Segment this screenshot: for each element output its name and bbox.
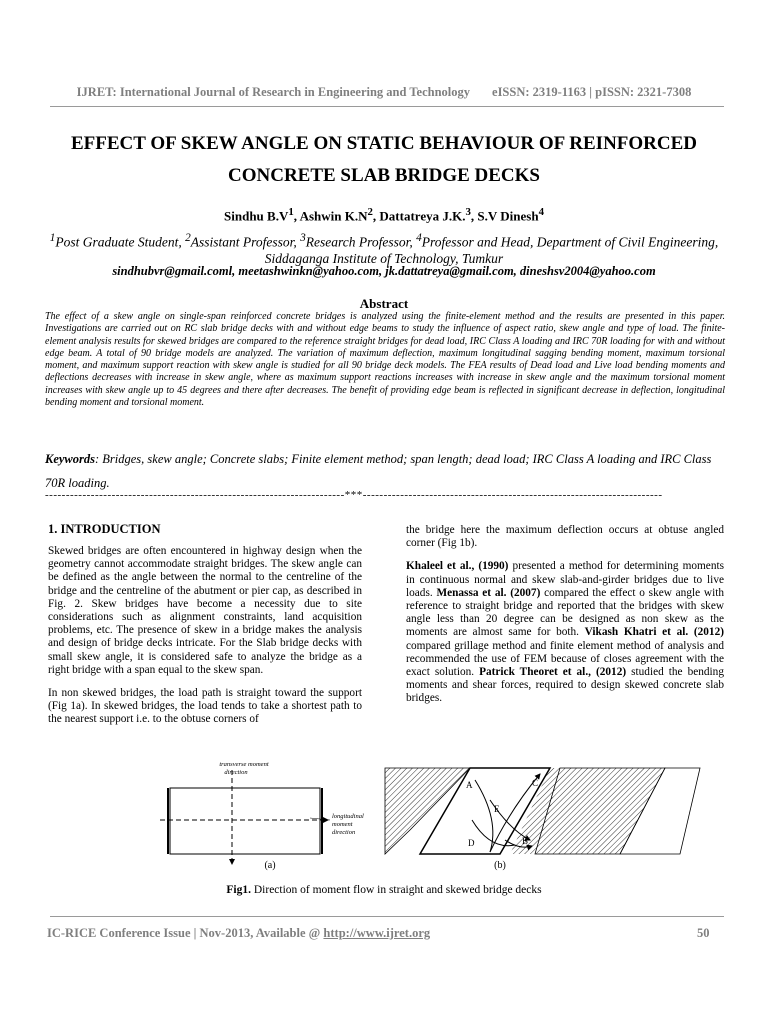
right-column: [406, 524, 724, 716]
header-rule: [50, 106, 724, 107]
paragraph: Skewed bridges are often encountered in highway design when the geometry cannot accommodate straight bridges. The skew angle can be defined as the angle between the normal to the centreline of the bridge and the centreline of the abutment or pier cap, as described in Fig. 2. Skew bridges have become a necessity due to site considerations such as alignment constraints, land acquisition problems, etc. The presence of skew in a bridge makes the analysis and design of bridge decks intricate. For the Slab bridge decks with small skew angle, it is considered safe to analyze the bridge as a right bridge with a span equal to the skew span.: [48, 545, 362, 676]
author-sup: 4: [538, 206, 544, 218]
affiliations: [40, 230, 728, 267]
citation: Khaleel et al., (1990): [406, 560, 509, 573]
label-longitudinal: longitudinal: [332, 813, 364, 820]
running-header: [0, 85, 768, 100]
moment-path-A: [475, 780, 493, 852]
author-list: Sindhu $B.V^1$, Ashwin $K.N^2$, Dattatreya J.K.$^3$, S.V Dinesh$^4$: [224, 206, 544, 224]
journal-name: IJRET: International Journal of Research in Engineering and Technology: [76, 85, 471, 99]
journal-link[interactable]: http://www.ijret.org: [323, 926, 431, 940]
caption-label: Fig1.: [226, 884, 251, 896]
affil-sup: 4: [416, 232, 422, 244]
letter-d: D: [468, 838, 475, 848]
figure-1a-straight-slab: [160, 761, 364, 871]
paragraph-literature: [406, 560, 724, 705]
title-line-2: CONCRETE SLAB BRIDGE DECKS: [228, 165, 540, 186]
letter-c: C: [532, 778, 539, 788]
label-transverse-2: direction: [224, 769, 248, 776]
slab-rectangle: [170, 788, 320, 854]
citation-text: compared grillage method and finite element method of analysis and recommended the use of FEM because of closes agreement with the exact solution.: [406, 639, 724, 679]
caption-text: Direction of moment flow in straight and skewed bridge decks: [250, 884, 542, 896]
citation-text: presented a method for determining moments in continuous normal and skew slab-and-girder bridges due to live loads.: [406, 560, 725, 599]
affil-text: Professor and Head, Department of Civil Engineering, Siddaganga Institute of Technology, Tumkur: [264, 234, 719, 266]
abstract-heading: Abstract: [359, 296, 409, 311]
label-longitudinal-2: moment: [332, 821, 353, 828]
figure-caption: [0, 884, 768, 896]
footer-text: IC-RICE Conference Issue | Nov-2013, Available @: [47, 926, 324, 940]
affil-sup: 2: [185, 232, 191, 244]
label-longitudinal-3: direction: [332, 829, 356, 836]
keywords-label: Keywords: [45, 452, 95, 466]
author-sup: 1: [288, 206, 294, 218]
letter-e: E: [494, 804, 500, 814]
affil-text: Assistant Professor,: [190, 234, 301, 250]
keywords: [45, 447, 725, 495]
author-sup: 3: [465, 206, 471, 218]
subfigure-b-label: (b): [494, 860, 506, 871]
figure-1: [160, 760, 720, 880]
section-separator: ------------------------------------------------------------------------***------------------------------------------------------------------------: [45, 489, 663, 501]
author-name: Ashwin K.N: [299, 208, 368, 224]
citation-text: studied the bending moments and shear forces, required to design skewed concrete slab bridges.: [406, 666, 724, 705]
affil-sup: 3: [300, 232, 306, 244]
citation: Patrick Theoret et al., (2012): [479, 666, 627, 679]
left-column: [48, 545, 362, 737]
author-sup: 2: [367, 206, 373, 218]
paragraph: the bridge here the maximum deflection occurs at obtuse angled corner (Fig 1b).: [406, 524, 724, 550]
letter-a: A: [466, 780, 473, 790]
affil-text: Post Graduate Student,: [55, 234, 186, 250]
author-name: S.V Dinesh: [477, 208, 539, 224]
author-name: Dattatreya J.K.: [379, 208, 466, 224]
paragraph: In non skewed bridges, the load path is straight toward the support (Fig 1a). In skewed bridges, the load tends to take a shortest path to the nearest support i.e. to the obtuse corners of: [48, 687, 362, 726]
affil-sup: 1: [49, 232, 56, 244]
page-number: 50: [697, 926, 710, 940]
author-name: Sindhu B.V: [224, 208, 289, 224]
issn: eISSN: 2319-1163 | pISSN: 2321-7308: [492, 85, 692, 99]
subfigure-a-label: (a): [264, 860, 276, 871]
title-line-1: EFFECT OF SKEW ANGLE ON STATIC BEHAVIOUR OF REINFORCED: [70, 133, 698, 154]
label-transverse: transverse moment: [219, 761, 269, 768]
affil-text: Research Professor,: [305, 234, 417, 250]
paper-title: [30, 128, 738, 192]
figure-1b-skewed-slab: [385, 768, 700, 871]
section-heading: 1. INTRODUCTION: [48, 522, 161, 536]
footer: [47, 926, 430, 941]
separator-stars: ***: [344, 489, 363, 501]
author-emails: sindhubvr@gmail.coml, meetashwinkn@yahoo.com, jk.dattatreya@gmail.com, dineshsv2004@yahoo.com: [112, 264, 656, 278]
citation: Vikash Khatri et al. (2012): [584, 626, 724, 639]
citation: Menassa et al. (2007): [436, 586, 541, 599]
footer-rule: [50, 916, 724, 917]
keywords-text: : Bridges, skew angle; Concrete slabs; Finite element method; span length; dead load; IRC Class A loading and IRC Class 70R loading.: [45, 452, 712, 490]
citation-text: compared the effect o skew angle with reference to straight bridge and reported that the bridges with skew angle less than 20 degree can be designed as non skew as the moments are almost same for both.: [406, 586, 724, 639]
abstract-text: The effect of a skew angle on single-span reinforced concrete bridges is analyzed using the finite-element method and the results are presented in this paper. Investigations are carried out on RC slab bridge decks with and without edge beams to study the influence of aspect ratio, skew angle and type of load. The finite-element analysis results for skewed bridges are compared to the reference straight bridges for dead load, IRC Class A loading and IRC 70R loading for with and without edge beam. A total of 90 bridge models are analyzed. The variation of maximum deflection, maximum longitudinal sagging bending moment, maximum torsional moment, and maximum support reaction with skew angle is studied for all 90 bridge deck models. The FEA results of Dead load and Live load bending moments and deflections decreases with increase in skew angle, where as maximum support reactions increases with increase in skew angle and the maximum torsional moment increases with skew angle up to 45 degrees and there after decreases. The benefit of providing edge beam is reflected in significant decrease in deflection, longitudinal bending moment and torsional moment.: [45, 311, 725, 409]
letter-b: B: [522, 836, 529, 846]
